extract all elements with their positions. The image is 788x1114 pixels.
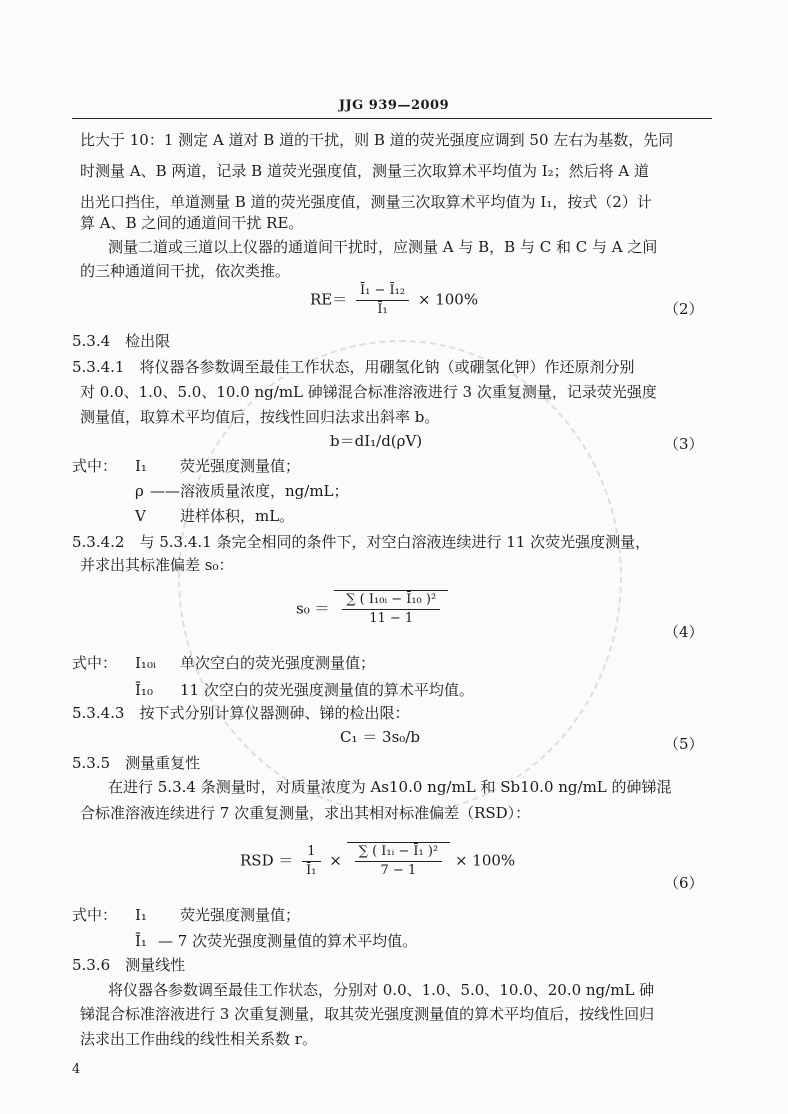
times-sign: × (329, 851, 342, 870)
section-heading: 5.3.6 测量线性 (72, 956, 186, 974)
text-line: 5.3.4.2 与 5.3.4.1 条完全相同的条件下，对空白溶液连续进行 11 次荧光强度测量， (72, 533, 651, 551)
section-heading: 5.3.4 检出限 (72, 332, 171, 350)
eq2-lhs: RE＝ (310, 290, 348, 309)
equation-2 (310, 282, 478, 319)
text-line: 的三种通道间干扰，依次类推。 (80, 262, 291, 280)
equation-number: （2） (664, 300, 704, 318)
equation-4 (296, 590, 448, 628)
text-line: 5.3.4.1 将仪器各参数调至最佳工作状态，用硼氢化钠（或硼氢化钾）作还原剂分别 (72, 358, 635, 376)
eq2-fraction (356, 282, 409, 319)
page-number: 4 (72, 1062, 81, 1077)
text-line: 时测量 A、B 两道，记录 B 道荧光强度值，测量三次取算术平均值为 I₂；然后将 A 道 (80, 162, 650, 180)
symbol: I₁ (135, 457, 147, 475)
text-line: 法求出工作曲线的线性相关系数 r。 (80, 1030, 317, 1048)
eq4-denominator: 11 − 1 (369, 611, 414, 626)
eq4-fraction (342, 591, 440, 628)
page-header: JJG 939—2009 (338, 98, 450, 113)
eq6-f1-numerator: 1 (302, 843, 320, 862)
text-line: 出光口挡住，单道测量 B 道的荧光强度值，测量三次取算术平均值为 I₁，按式（2）计 (80, 193, 652, 211)
text-line: 将仪器各参数调至最佳工作状态，分别对 0.0、1.0、5.0、10.0、20.0 ng/mL 砷 (108, 981, 655, 999)
text-line: 比大于 10：1 测定 A 道对 B 道的干扰，则 B 道的荧光强度应调到 50 左右为基数，先同 (80, 131, 674, 149)
equation-3: b＝dI₁/d(ρV) (330, 432, 423, 450)
symbol-desc: — 7 次荧光强度测量值的算术平均值。 (158, 932, 418, 950)
section-heading: 5.3.5 测量重复性 (72, 754, 201, 772)
eq4-numerator: ∑ ( I₁₀ᵢ − Ī₁₀ )² (342, 591, 440, 610)
eq4-lhs: s₀ ＝ (296, 599, 330, 618)
where-label: 式中： (72, 906, 118, 924)
symbol: I₁ (135, 906, 147, 924)
eq6-lhs: RSD ＝ (240, 851, 294, 870)
symbol: Ī₁₀ (135, 681, 153, 699)
eq6-tail: × 100% (454, 851, 516, 870)
eq2-tail: × 100% (417, 290, 479, 309)
equation-number: （6） (664, 874, 704, 892)
symbol-desc: 进样体积，mL。 (180, 507, 295, 525)
eq6-denominator: 7 − 1 (380, 863, 417, 878)
text-line: 在进行 5.3.4 条测量时，对质量浓度为 As10.0 ng/mL 和 Sb10.0 ng/mL 的砷锑混 (108, 778, 672, 796)
symbol-desc: 荧光强度测量值； (180, 906, 301, 924)
text-line: 5.3.4.3 按下式分别计算仪器测砷、锑的检出限： (72, 704, 410, 722)
symbol-desc: ——溶液质量浓度，ng/mL； (150, 482, 349, 500)
symbol-desc: 荧光强度测量值； (180, 457, 301, 475)
text-line: 测量值，取算术平均值后，按线性回归法求出斜率 b。 (80, 408, 440, 426)
eq6-sqrt (347, 842, 451, 880)
equation-6 (240, 842, 515, 880)
text-line: 对 0.0、1.0、5.0、10.0 ng/mL 砷锑混合标准溶液进行 3 次重复测量，记录荧光强度 (80, 383, 657, 401)
where-label: 式中： (72, 457, 118, 475)
text-line: 算 A、B 之间的通道间干扰 RE。 (80, 214, 304, 232)
equation-number: （4） (664, 623, 704, 641)
eq4-sqrt (334, 590, 448, 628)
text-line: 并求出其标准偏差 s₀： (80, 556, 234, 574)
header-rule (72, 118, 712, 119)
symbol-desc: 单次空白的荧光强度测量值； (180, 654, 376, 672)
eq6-fraction-1 (302, 843, 320, 880)
symbol: Ī₁ (135, 932, 147, 950)
symbol: V (135, 507, 146, 525)
where-label: 式中： (72, 654, 118, 672)
eq6-numerator: ∑ ( I₁ᵢ − Ī₁ )² (355, 843, 443, 862)
equation-number: （3） (664, 435, 704, 453)
equation-5: C₁ ＝ 3s₀/b (340, 728, 420, 746)
eq6-f1-denominator: Ī₁ (306, 863, 317, 878)
text-line: 测量二道或三道以上仪器的通道间干扰时，应测量 A 与 B，B 与 C 和 C 与 A 之间 (108, 238, 658, 256)
eq6-fraction-2 (355, 843, 443, 880)
symbol: ρ (135, 482, 144, 500)
text-line: 锑混合标准溶液进行 3 次重复测量，取其荧光强度测量值的算术平均值后，按线性回归 (80, 1005, 655, 1023)
equation-number: （5） (664, 735, 704, 753)
eq2-numerator: Ī₁ − Ī₁₂ (356, 282, 409, 301)
text-line: 合标准溶液连续进行 7 次重复测量，求出其相对标准偏差（RSD）： (80, 804, 531, 822)
symbol-desc: 11 次空白的荧光强度测量值的算术平均值。 (180, 681, 474, 699)
eq2-denominator: Ī₁ (377, 302, 388, 317)
symbol: I₁₀ᵢ (135, 654, 156, 672)
